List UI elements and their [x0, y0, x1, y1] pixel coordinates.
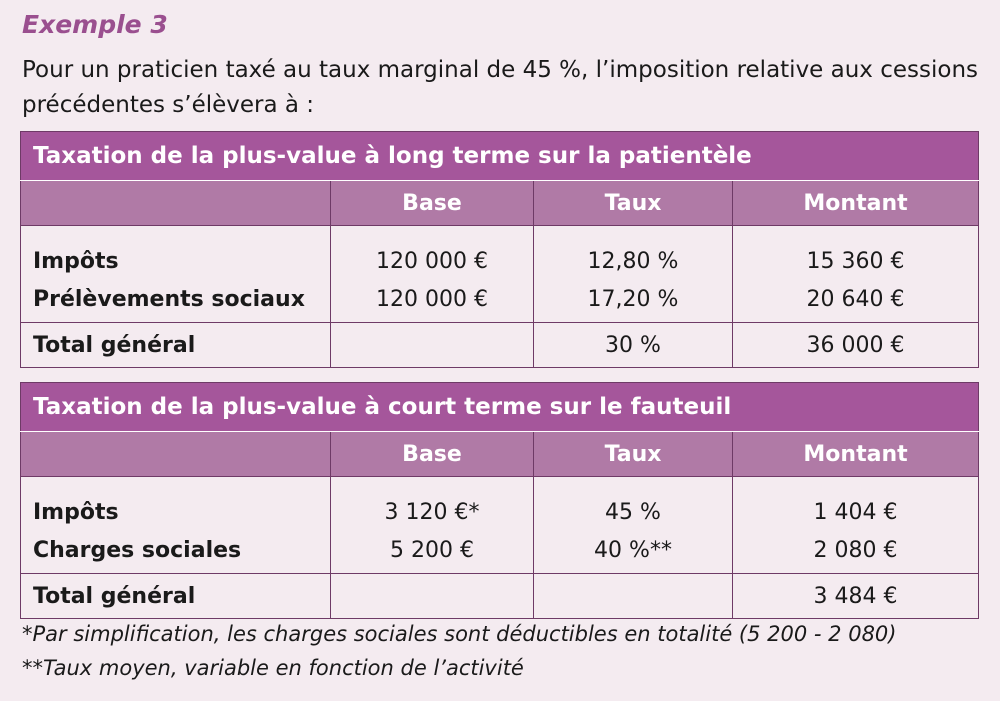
- header-base: Base: [331, 181, 534, 226]
- table-title-row: [21, 132, 979, 181]
- total-montant: 3 484 €: [733, 574, 979, 619]
- short-term-tax-table: [20, 382, 979, 619]
- table-row: [21, 226, 979, 277]
- header-empty-cell: [21, 181, 331, 226]
- total-taux: [534, 574, 733, 619]
- row-label: Impôts: [21, 226, 331, 277]
- total-row: [21, 323, 979, 368]
- table-row: [21, 477, 979, 528]
- total-row: [21, 574, 979, 619]
- row-taux: 12,80 %: [534, 226, 733, 277]
- total-montant: 36 000 €: [733, 323, 979, 368]
- table-title-row: [21, 383, 979, 432]
- table-row: [21, 527, 979, 574]
- row-taux: 45 %: [534, 477, 733, 528]
- row-label: Impôts: [21, 477, 331, 528]
- header-taux: Taux: [534, 432, 733, 477]
- example-title: Exemple 3: [22, 10, 168, 39]
- row-taux: 17,20 %: [534, 276, 733, 323]
- total-label: Total général: [21, 574, 331, 619]
- header-empty-cell: [21, 432, 331, 477]
- row-montant: 20 640 €: [733, 276, 979, 323]
- total-label: Total général: [21, 323, 331, 368]
- long-term-tax-table: [20, 131, 979, 368]
- row-montant: 15 360 €: [733, 226, 979, 277]
- footnote-simplification: *Par simplification, les charges sociales sont déductibles en totalité (5 200 - 2 080): [22, 622, 897, 646]
- row-base: 120 000 €: [331, 226, 534, 277]
- intro-paragraph: Pour un praticien taxé au taux marginal de 45 %, l’imposition relative aux cessions précédentes s’élèvera à :: [22, 57, 979, 118]
- footnote-average-rate: **Taux moyen, variable en fonction de l’activité: [22, 656, 524, 680]
- row-label: Charges sociales: [21, 527, 331, 574]
- table-row: [21, 276, 979, 323]
- header-montant: Montant: [733, 181, 979, 226]
- header-montant: Montant: [733, 432, 979, 477]
- total-taux: 30 %: [534, 323, 733, 368]
- row-label: Prélèvements sociaux: [21, 276, 331, 323]
- table-title: Taxation de la plus-value à court terme sur le fauteuil: [21, 383, 979, 432]
- header-taux: Taux: [534, 181, 733, 226]
- row-taux: 40 %**: [534, 527, 733, 574]
- table-header-row: [21, 432, 979, 477]
- row-base: 120 000 €: [331, 276, 534, 323]
- table-title: Taxation de la plus-value à long terme sur la patientèle: [21, 132, 979, 181]
- row-base: 5 200 €: [331, 527, 534, 574]
- total-base: [331, 323, 534, 368]
- total-base: [331, 574, 534, 619]
- table-header-row: [21, 181, 979, 226]
- header-base: Base: [331, 432, 534, 477]
- row-montant: 2 080 €: [733, 527, 979, 574]
- row-base: 3 120 €*: [331, 477, 534, 528]
- row-montant: 1 404 €: [733, 477, 979, 528]
